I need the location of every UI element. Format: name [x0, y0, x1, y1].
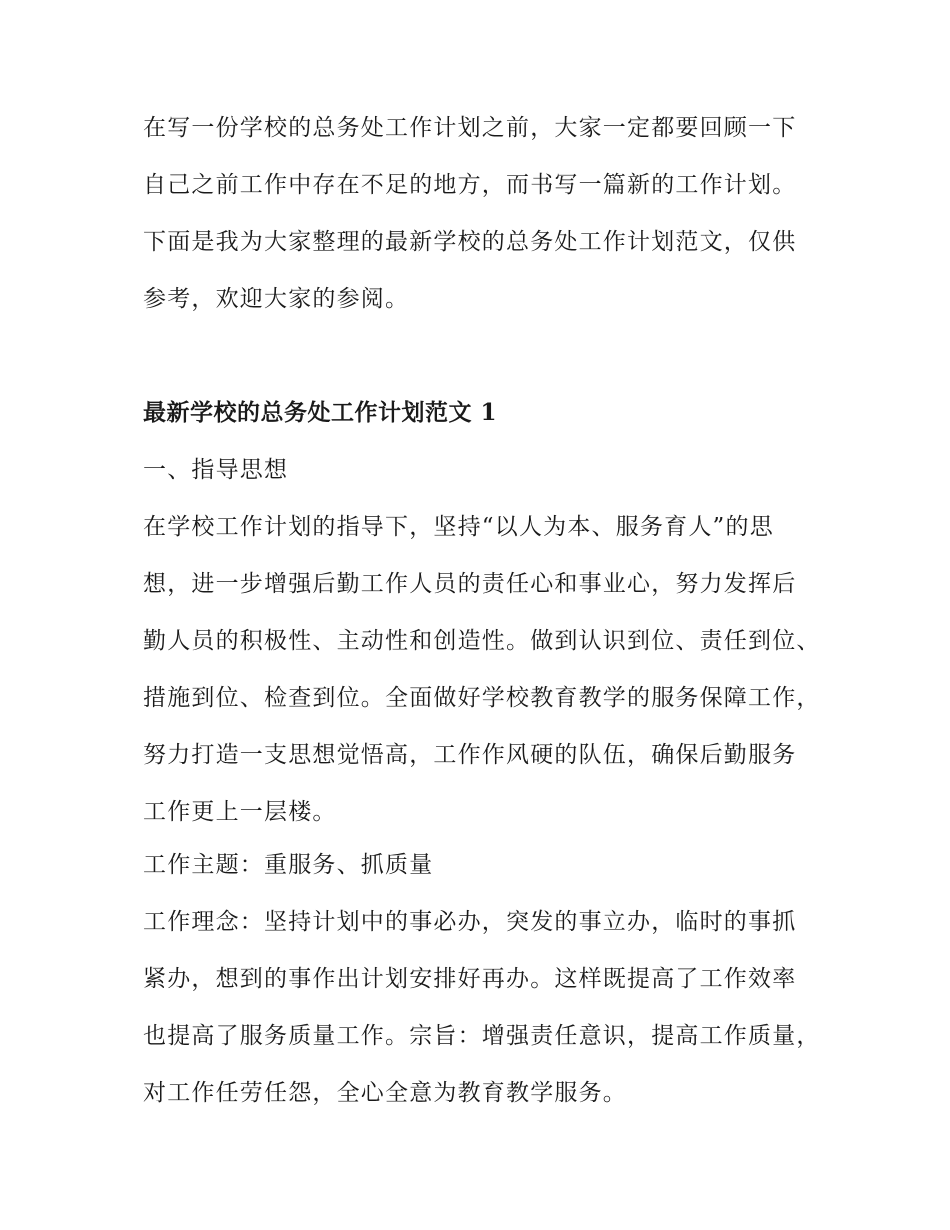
paragraph-line: 努力打造一支思想觉悟高，工作作风硬的队伍，确保后勤服务: [143, 742, 797, 768]
intro-line: 参考，欢迎大家的参阅。: [143, 286, 410, 312]
paragraph-line: 措施到位、检查到位。全面做好学校教育教学的服务保障工作，: [143, 685, 821, 711]
work-theme: 工作主题：重服务、抓质量: [143, 852, 434, 878]
paragraph-line: 在学校工作计划的指导下，坚持“以人为本、服务育人”的思: [143, 514, 774, 540]
section-title: 最新学校的总务处工作计划范文 1: [143, 399, 498, 426]
paragraph-line: 工作理念：坚持计划中的事必办，突发的事立办，临时的事抓: [143, 909, 797, 935]
paragraph-line: 想，进一步增强后勤工作人员的责任心和事业心，努力发挥后: [143, 571, 797, 597]
intro-line: 自己之前工作中存在不足的地方，而书写一篇新的工作计划。: [143, 172, 797, 198]
paragraph-line: 紧办，想到的事作出计划安排好再办。这样既提高了工作效率: [143, 966, 797, 992]
intro-line: 在写一份学校的总务处工作计划之前，大家一定都要回顾一下: [143, 115, 797, 141]
paragraph-line: 也提高了服务质量工作。宗旨：增强责任意识，提高工作质量，: [143, 1023, 821, 1049]
paragraph-line: 勤人员的积极性、主动性和创造性。做到认识到位、责任到位、: [143, 628, 821, 654]
paragraph-line: 工作更上一层楼。: [143, 799, 337, 825]
paragraph-line: 对工作任劳任怨，全心全意为教育教学服务。: [143, 1080, 627, 1106]
subheading: 一、指导思想: [143, 457, 289, 483]
intro-line: 下面是我为大家整理的最新学校的总务处工作计划范文，仅供: [143, 229, 797, 255]
